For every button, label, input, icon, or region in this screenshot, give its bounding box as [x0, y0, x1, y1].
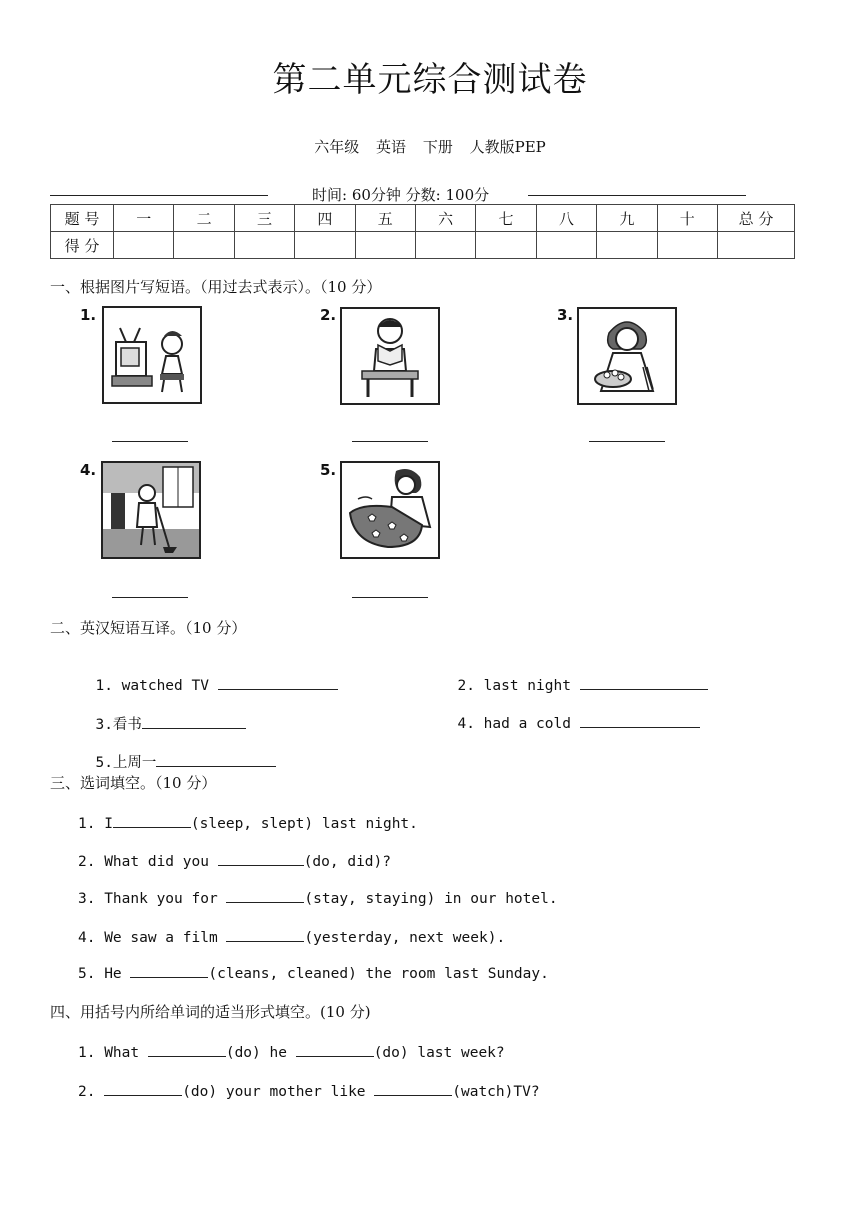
fill-item-suffix: (do, did)?: [303, 854, 391, 870]
answer-line[interactable]: [589, 441, 665, 442]
fill-item-suffix: (sleep, slept) last night.: [190, 816, 418, 832]
answer-blank[interactable]: [296, 1042, 374, 1057]
fill-blank-item: [78, 927, 505, 946]
translation-item: [78, 735, 276, 772]
answer-blank[interactable]: [156, 752, 276, 767]
score-cell[interactable]: [355, 232, 415, 259]
translation-item: [440, 697, 700, 732]
word-form-item: [78, 1081, 540, 1100]
answer-blank[interactable]: [226, 927, 304, 942]
word-form-part: (do) he: [225, 1045, 296, 1061]
picture-number: 4.: [80, 461, 97, 479]
answer-blank[interactable]: [580, 675, 708, 690]
fill-item-prefix: 3. Thank you for: [78, 891, 227, 907]
fill-item-prefix: 5. He: [78, 966, 131, 982]
score-cell[interactable]: [114, 232, 174, 259]
section2-heading: 二、英汉短语互译。（10 分）: [50, 619, 247, 637]
picture-number: 3.: [557, 306, 574, 324]
answer-line[interactable]: [352, 597, 428, 598]
score-table-header-cell: 八: [536, 205, 596, 232]
answer-blank[interactable]: [113, 813, 191, 828]
boy-reading-book-icon: [340, 307, 440, 405]
girl-watching-tv-icon: [102, 306, 202, 404]
subject-label: 英语: [376, 138, 407, 156]
score-table-header-cell: 三: [234, 205, 294, 232]
fill-item-prefix: 2. What did you: [78, 854, 218, 870]
subtitle: [0, 136, 860, 157]
time-score-text: 时间: 60分钟 分数: 100分: [312, 186, 490, 204]
girl-making-bed-icon: [340, 461, 440, 559]
score-cell[interactable]: [718, 232, 795, 259]
picture-number: 2.: [320, 306, 337, 324]
word-form-part: (do) your mother like: [182, 1084, 375, 1100]
score-table: [50, 204, 795, 259]
answer-blank[interactable]: [218, 851, 304, 866]
translation-item: [78, 659, 338, 694]
answer-blank[interactable]: [218, 675, 338, 690]
picture-number: 1.: [80, 306, 97, 324]
answer-blank[interactable]: [104, 1081, 182, 1096]
score-cell[interactable]: [174, 232, 234, 259]
score-cell[interactable]: [476, 232, 536, 259]
score-table-header-cell: 二: [174, 205, 234, 232]
fill-blank-item: [78, 813, 418, 832]
score-table-header-cell: 题 号: [51, 205, 114, 232]
score-table-header-cell: 四: [295, 205, 355, 232]
name-blank-line: [50, 195, 268, 196]
fill-blank-item: [78, 888, 558, 907]
score-cell[interactable]: [295, 232, 355, 259]
score-cell[interactable]: [536, 232, 596, 259]
translation-item-text: 1. watched TV: [95, 678, 209, 694]
answer-line[interactable]: [112, 597, 188, 598]
translation-item-text: 5.上周一: [95, 755, 157, 771]
section1-heading: 一、根据图片写短语。（用过去式表示）。（10 分）: [50, 278, 382, 296]
answer-blank[interactable]: [374, 1081, 452, 1096]
score-cell[interactable]: [234, 232, 294, 259]
fill-blank-item: [78, 963, 549, 982]
page-title: 第二单元综合测试卷: [272, 60, 588, 100]
score-table-header-cell: 六: [415, 205, 475, 232]
answer-line[interactable]: [352, 441, 428, 442]
answer-blank[interactable]: [142, 714, 246, 729]
score-row-label: 得 分: [51, 232, 114, 259]
translation-item-text: 2. last night: [457, 678, 571, 694]
answer-blank[interactable]: [148, 1042, 226, 1057]
section4-heading: 四、用括号内所给单词的适当形式填空。(10 分): [50, 1003, 371, 1021]
volume-label: 下册: [422, 138, 453, 156]
word-form-part: (watch)TV?: [452, 1084, 540, 1100]
translation-item: [440, 659, 708, 694]
fill-item-prefix: 4. We saw a film: [78, 930, 227, 946]
edition-label: 人教版PEP: [469, 138, 546, 156]
score-table-header-cell: 十: [657, 205, 717, 232]
score-table-header-cell: 九: [597, 205, 657, 232]
translation-item-text: 4. had a cold: [457, 716, 571, 732]
score-cell[interactable]: [415, 232, 475, 259]
answer-blank[interactable]: [130, 963, 208, 978]
translation-item-text: 3.看书: [95, 717, 142, 733]
score-table-header-cell: 七: [476, 205, 536, 232]
picture-number: 5.: [320, 461, 337, 479]
score-blank-line: [528, 195, 746, 196]
answer-line[interactable]: [112, 441, 188, 442]
score-table-header-cell: 总 分: [718, 205, 795, 232]
score-table-header-cell: 五: [355, 205, 415, 232]
fill-item-prefix: 1. I: [78, 816, 113, 832]
answer-blank[interactable]: [580, 713, 700, 728]
answer-blank[interactable]: [226, 888, 304, 903]
score-cell[interactable]: [597, 232, 657, 259]
time-score-line: [50, 156, 750, 204]
word-form-item: [78, 1042, 505, 1061]
fill-item-suffix: (stay, staying) in our hotel.: [304, 891, 558, 907]
section3-heading: 三、选词填空。（10 分）: [50, 774, 217, 792]
girl-washing-clothes-icon: [577, 307, 677, 405]
girl-sweeping-floor-icon: [101, 461, 201, 559]
grade-label: 六年级: [314, 138, 360, 156]
fill-blank-item: [78, 851, 391, 870]
word-form-part: 1. What: [78, 1045, 148, 1061]
word-form-part: (do) last week?: [373, 1045, 505, 1061]
translation-item: [78, 697, 246, 734]
fill-item-suffix: (cleans, cleaned) the room last Sunday.: [208, 966, 549, 982]
fill-item-suffix: (yesterday, next week).: [304, 930, 506, 946]
word-form-part: 2.: [78, 1084, 105, 1100]
score-cell[interactable]: [657, 232, 717, 259]
score-table-header-cell: 一: [114, 205, 174, 232]
